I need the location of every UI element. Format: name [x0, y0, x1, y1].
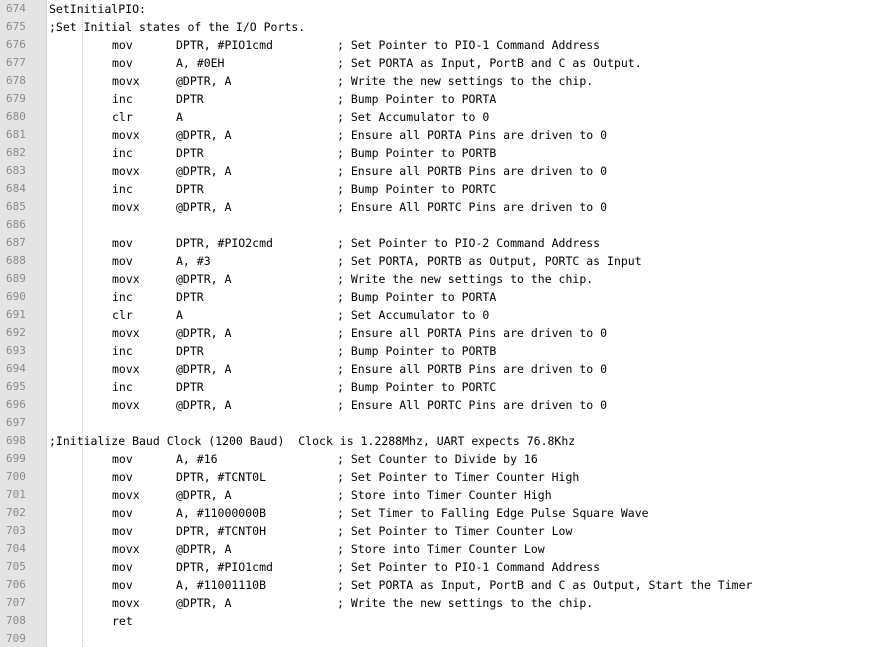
- code-operand: @DPTR, A: [176, 272, 232, 286]
- code-instruction: movx: [112, 326, 140, 340]
- line-number: 681: [6, 128, 26, 141]
- code-operand: DPTR, #TCNT0H: [176, 524, 267, 538]
- line-number: 700: [6, 470, 26, 483]
- line-number: 709: [6, 632, 26, 645]
- code-operand: @DPTR, A: [176, 128, 232, 142]
- code-comment: ; Bump Pointer to PORTA: [337, 92, 497, 106]
- code-instruction: clr: [112, 110, 133, 124]
- code-instruction: ret: [112, 614, 133, 628]
- code-comment: ; Bump Pointer to PORTC: [337, 182, 497, 196]
- code-line[interactable]: [0, 630, 885, 647]
- code-line[interactable]: [0, 270, 885, 288]
- line-number: 697: [6, 416, 26, 429]
- line-number: 688: [6, 254, 26, 267]
- code-operand: DPTR: [176, 380, 204, 394]
- code-operand: DPTR: [176, 146, 204, 160]
- code-comment: ; Bump Pointer to PORTB: [337, 344, 497, 358]
- code-line[interactable]: [0, 144, 885, 162]
- line-number: 696: [6, 398, 26, 411]
- line-number: 693: [6, 344, 26, 357]
- code-operand: @DPTR, A: [176, 398, 232, 412]
- line-number: 687: [6, 236, 26, 249]
- line-number: 706: [6, 578, 26, 591]
- code-line[interactable]: [0, 72, 885, 90]
- code-comment: ; Ensure All PORTC Pins are driven to 0: [337, 200, 608, 214]
- code-operand: @DPTR, A: [176, 326, 232, 340]
- code-instruction: movx: [112, 200, 140, 214]
- line-number: 678: [6, 74, 26, 87]
- code-instruction: mov: [112, 578, 133, 592]
- code-line[interactable]: [0, 126, 885, 144]
- code-line[interactable]: [0, 540, 885, 558]
- code-instruction: mov: [112, 470, 133, 484]
- code-instruction: inc: [112, 146, 133, 160]
- code-instruction: movx: [112, 488, 140, 502]
- line-number: 704: [6, 542, 26, 555]
- code-comment: ; Ensure all PORTA Pins are driven to 0: [337, 128, 608, 142]
- line-number: 702: [6, 506, 26, 519]
- line-number: 690: [6, 290, 26, 303]
- code-comment: ; Ensure all PORTB Pins are driven to 0: [337, 362, 608, 376]
- code-line[interactable]: [0, 414, 885, 432]
- code-label: ;Initialize Baud Clock (1200 Baud) Clock is 1.2288Mhz, UART expects 76.8Khz: [49, 434, 576, 448]
- code-instruction: inc: [112, 92, 133, 106]
- line-number: 679: [6, 92, 26, 105]
- code-instruction: movx: [112, 542, 140, 556]
- code-comment: ; Set PORTA as Input, PortB and C as Output, Start the Timer: [337, 578, 753, 592]
- code-instruction: mov: [112, 560, 133, 574]
- code-line[interactable]: [0, 468, 885, 486]
- line-number: 701: [6, 488, 26, 501]
- code-line[interactable]: [0, 180, 885, 198]
- code-comment: ; Ensure All PORTC Pins are driven to 0: [337, 398, 608, 412]
- code-instruction: mov: [112, 254, 133, 268]
- line-number: 684: [6, 182, 26, 195]
- code-line[interactable]: [0, 504, 885, 522]
- code-comment: ; Bump Pointer to PORTA: [337, 290, 497, 304]
- code-comment: ; Store into Timer Counter Low: [337, 542, 545, 556]
- code-operand: DPTR: [176, 290, 204, 304]
- code-operand: @DPTR, A: [176, 542, 232, 556]
- code-comment: ; Bump Pointer to PORTC: [337, 380, 497, 394]
- code-comment: ; Write the new settings to the chip.: [337, 596, 594, 610]
- code-operand: A: [176, 110, 183, 124]
- code-comment: ; Bump Pointer to PORTB: [337, 146, 497, 160]
- code-label: SetInitialPIO:: [49, 2, 146, 16]
- line-number: 682: [6, 146, 26, 159]
- line-number: 675: [6, 20, 26, 33]
- code-line[interactable]: [0, 54, 885, 72]
- line-number: 683: [6, 164, 26, 177]
- code-comment: ; Set Pointer to Timer Counter Low: [337, 524, 573, 538]
- code-line[interactable]: [0, 198, 885, 216]
- code-operand: @DPTR, A: [176, 164, 232, 178]
- line-number: 699: [6, 452, 26, 465]
- code-instruction: inc: [112, 182, 133, 196]
- line-number: 685: [6, 200, 26, 213]
- code-line[interactable]: [0, 36, 885, 54]
- code-comment: ; Set Accumulator to 0: [337, 110, 490, 124]
- line-number: 677: [6, 56, 26, 69]
- code-line[interactable]: [0, 576, 885, 594]
- line-number: 698: [6, 434, 26, 447]
- code-comment: ; Store into Timer Counter High: [337, 488, 552, 502]
- code-instruction: mov: [112, 236, 133, 250]
- code-operand: A, #11001110B: [176, 578, 267, 592]
- code-instruction: mov: [112, 38, 133, 52]
- code-instruction: mov: [112, 506, 133, 520]
- code-operand: A, #16: [176, 452, 218, 466]
- code-line[interactable]: [0, 18, 885, 36]
- code-comment: ; Write the new settings to the chip.: [337, 74, 594, 88]
- code-line[interactable]: [0, 252, 885, 270]
- line-number: 708: [6, 614, 26, 627]
- code-instruction: mov: [112, 452, 133, 466]
- code-operand: DPTR, #TCNT0L: [176, 470, 267, 484]
- code-line[interactable]: [0, 378, 885, 396]
- code-line[interactable]: [0, 162, 885, 180]
- code-instruction: movx: [112, 74, 140, 88]
- code-line[interactable]: [0, 306, 885, 324]
- code-line[interactable]: [0, 450, 885, 468]
- code-instruction: inc: [112, 290, 133, 304]
- code-comment: ; Set Pointer to PIO-2 Command Address: [337, 236, 601, 250]
- code-comment: ; Ensure all PORTB Pins are driven to 0: [337, 164, 608, 178]
- code-line[interactable]: [0, 432, 885, 450]
- code-operand: A: [176, 308, 183, 322]
- line-number: 691: [6, 308, 26, 321]
- code-line[interactable]: [0, 90, 885, 108]
- line-number: 695: [6, 380, 26, 393]
- code-line[interactable]: [0, 396, 885, 414]
- code-line[interactable]: [0, 108, 885, 126]
- code-comment: ; Set Pointer to Timer Counter High: [337, 470, 580, 484]
- code-comment: ; Write the new settings to the chip.: [337, 272, 594, 286]
- code-instruction: movx: [112, 164, 140, 178]
- code-operand: @DPTR, A: [176, 362, 232, 376]
- code-line[interactable]: [0, 558, 885, 576]
- line-number: 692: [6, 326, 26, 339]
- code-instruction: movx: [112, 128, 140, 142]
- line-number: 705: [6, 560, 26, 573]
- code-instruction: inc: [112, 344, 133, 358]
- code-instruction: mov: [112, 56, 133, 70]
- code-label: ;Set Initial states of the I/O Ports.: [49, 20, 306, 34]
- code-operand: DPTR, #PIO1cmd: [176, 560, 273, 574]
- line-number: 674: [6, 2, 26, 15]
- code-line[interactable]: [0, 522, 885, 540]
- code-operand: @DPTR, A: [176, 74, 232, 88]
- code-instruction: inc: [112, 380, 133, 394]
- code-operand: DPTR, #PIO1cmd: [176, 38, 273, 52]
- code-instruction: movx: [112, 272, 140, 286]
- code-line[interactable]: [0, 360, 885, 378]
- code-line[interactable]: [0, 288, 885, 306]
- code-operand: A, #0EH: [176, 56, 225, 70]
- line-number: 703: [6, 524, 26, 537]
- code-comment: ; Set PORTA as Input, PortB and C as Output.: [337, 56, 642, 70]
- code-comment: ; Set Timer to Falling Edge Pulse Square Wave: [337, 506, 649, 520]
- code-operand: A, #3: [176, 254, 211, 268]
- line-number: 707: [6, 596, 26, 609]
- code-instruction: mov: [112, 524, 133, 538]
- code-line[interactable]: [0, 216, 885, 234]
- code-operand: DPTR, #PIO2cmd: [176, 236, 273, 250]
- line-number: 680: [6, 110, 26, 123]
- code-operand: DPTR: [176, 182, 204, 196]
- code-line[interactable]: [0, 234, 885, 252]
- code-line[interactable]: [0, 0, 885, 18]
- line-number: 686: [6, 218, 26, 231]
- code-comment: ; Set Accumulator to 0: [337, 308, 490, 322]
- line-number: 676: [6, 38, 26, 51]
- code-line[interactable]: [0, 612, 885, 630]
- code-line[interactable]: [0, 324, 885, 342]
- code-instruction: clr: [112, 308, 133, 322]
- line-number: 694: [6, 362, 26, 375]
- code-instruction: movx: [112, 362, 140, 376]
- code-comment: ; Set Pointer to PIO-1 Command Address: [337, 38, 601, 52]
- line-number: 689: [6, 272, 26, 285]
- code-line[interactable]: [0, 342, 885, 360]
- code-instruction: movx: [112, 596, 140, 610]
- code-comment: ; Ensure all PORTA Pins are driven to 0: [337, 326, 608, 340]
- code-operand: A, #11000000B: [176, 506, 267, 520]
- code-operand: DPTR: [176, 344, 204, 358]
- code-comment: ; Set PORTA, PORTB as Output, PORTC as Input: [337, 254, 642, 268]
- code-instruction: movx: [112, 398, 140, 412]
- code-operand: @DPTR, A: [176, 488, 232, 502]
- code-operand: @DPTR, A: [176, 200, 232, 214]
- code-line[interactable]: [0, 594, 885, 612]
- code-line[interactable]: [0, 486, 885, 504]
- code-comment: ; Set Counter to Divide by 16: [337, 452, 538, 466]
- code-operand: @DPTR, A: [176, 596, 232, 610]
- code-comment: ; Set Pointer to PIO-1 Command Address: [337, 560, 601, 574]
- code-operand: DPTR: [176, 92, 204, 106]
